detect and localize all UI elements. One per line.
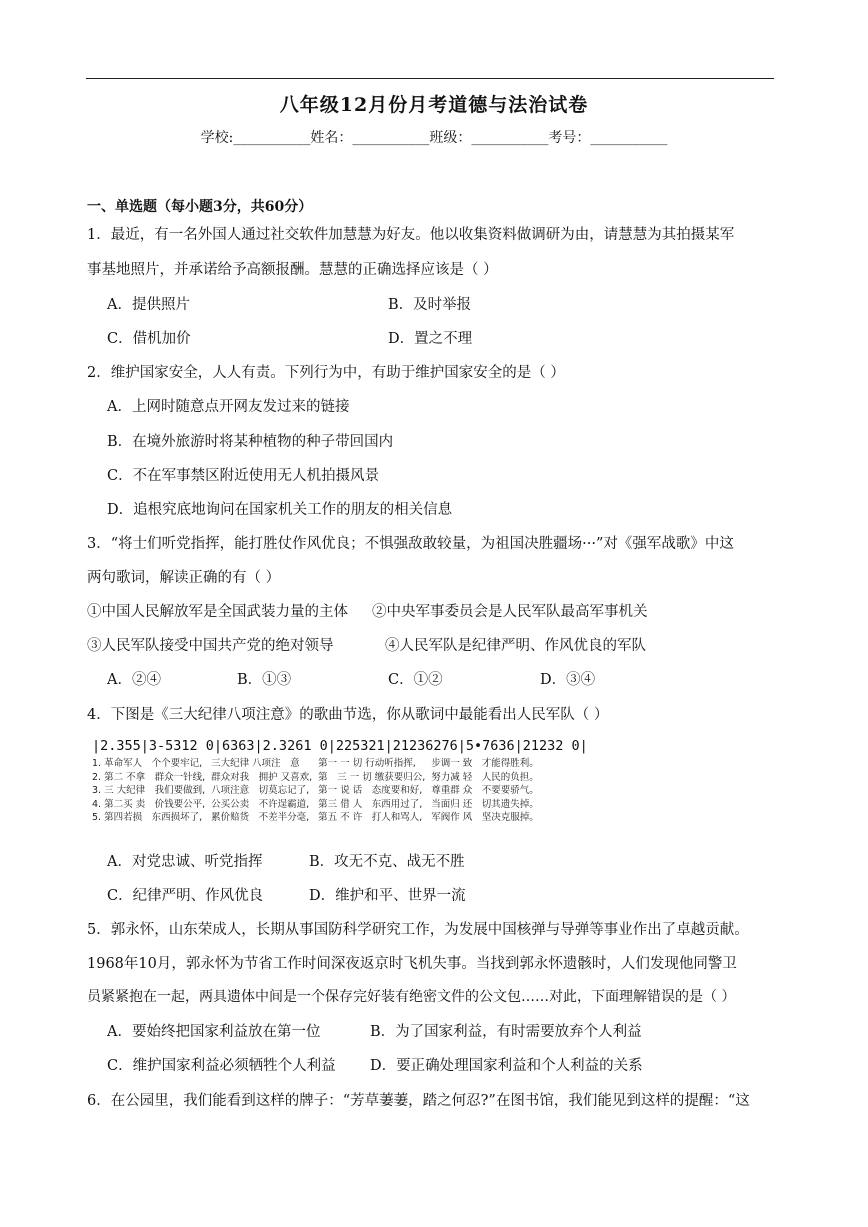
- lyrics-table: [92, 757, 545, 825]
- question-3-statement-3: ③人民军队接受中国共产党的绝对领导: [87, 638, 334, 654]
- question-3-statement-2: ②中央军事委员会是人民军队最高军事机关: [372, 604, 648, 620]
- lyric-cell: 累价赔货 不差半分毫,: [211, 812, 310, 823]
- lyrics-row: [92, 771, 545, 785]
- question-4-text: 4．下图是《三大纪律八项注意》的歌曲节选，你从歌词中最能看出人民军队（ ）: [87, 707, 609, 723]
- lyric-cell: 第五 不 许 打人和骂人,: [318, 812, 423, 823]
- lyric-cell: 1. 革命军人 个个要牢记,: [92, 758, 203, 769]
- score-numbers: |2.355|3-5312 0|6363|2.3261 0|225321|21236276|5•7636|21232 0|: [92, 738, 588, 754]
- question-1-text-line-2: 事基地照片，并承诺给予高额报酬。慧慧的正确选择应该是（ ）: [87, 262, 498, 278]
- lyric-cell: 5. 第四若损 东西损坏了,: [92, 812, 203, 823]
- exam-title: 八年级12月份月考道德与法治试卷: [279, 94, 589, 116]
- lyrics-row: [92, 757, 545, 771]
- question-1-option-b: B．及时举报: [388, 297, 472, 313]
- song-score-image: [92, 738, 692, 826]
- question-5-text-line-1: 5．郭永怀，山东荣成人，长期从事国防科学研究工作，为发展中国核弹与导弹等事业作出了卓越贡献。: [87, 922, 749, 938]
- question-3-option-c: C．①②: [388, 672, 443, 688]
- header-rule: [86, 78, 774, 79]
- lyric-cell: 第一 一 切 行动听指挥,: [318, 758, 416, 769]
- question-5-option-b: B．为了国家利益，有时需要放弃个人利益: [370, 1024, 642, 1040]
- lyric-cell: 三大纪律 八项注 意: [211, 758, 300, 769]
- lyric-cell: 军阀作 风 坚决克服掉。: [431, 812, 539, 823]
- lyric-cell: 第一 说 话 态度要和好,: [318, 785, 423, 796]
- lyric-cell: 尊重群 众 不要要骄气。: [431, 785, 539, 796]
- lyric-cell: 努力减 轻 人民的负担。: [431, 771, 539, 783]
- question-3-option-b: B．①③: [237, 672, 292, 688]
- question-1-text-line-1: 1．最近，有一名外国人通过社交软件加慧慧为好友。他以收集资料做调研为由，请慧慧为其拍摄某军: [87, 227, 735, 243]
- lyrics-row: [92, 811, 545, 825]
- question-3-text-line-1: 3．“将士们听党指挥，能打胜仗作风优良；不惧强敌敢较量，为祖国决胜疆场···”对《强军战歌》中这: [87, 536, 734, 552]
- question-2-option-d: D．追根究底地询问在国家机关工作的朋友的相关信息: [107, 502, 453, 518]
- question-1-option-d: D．置之不理: [388, 331, 473, 347]
- question-6-text-line-1: 6．在公园里，我们能看到这样的牌子：“芳草萋萋，踏之何忍?”在图书馆，我们能见到这样的提醒：“这: [87, 1093, 750, 1109]
- lyrics-row: [92, 798, 545, 812]
- lyric-cell: 第 三 一 切 缴获要归公,: [318, 771, 426, 783]
- question-2-option-a: A．上网时随意点开网友发过来的链接: [107, 399, 350, 415]
- question-3-text-line-2: 两句歌词，解读正确的有（ ）: [87, 570, 281, 586]
- lyric-cell: 群众对我 拥护 又喜欢,: [211, 771, 313, 783]
- lyric-cell: 步调一 致 才能得胜利。: [431, 758, 539, 769]
- question-5-option-a: A．要始终把国家利益放在第一位: [107, 1024, 321, 1040]
- lyric-cell: 第三 借 人 东西用过了,: [318, 798, 423, 810]
- lyrics-row: [92, 784, 545, 798]
- lyric-cell: 当面归 还 切其遗失掉。: [431, 798, 539, 810]
- lyric-cell: 2. 第二 不拿 群众一针线,: [92, 771, 206, 783]
- question-3-statement-1: ①中国人民解放军是全国武装力量的主体: [87, 604, 348, 620]
- lyric-cell: 3. 三 大纪律 我们要做到,: [92, 785, 206, 796]
- question-1-option-a: A．提供照片: [107, 297, 190, 313]
- question-3-option-d: D．③④: [540, 672, 596, 688]
- question-2-option-b: B．在境外旅游时将某种植物的种子带回国内: [107, 434, 394, 450]
- question-3-statement-4: ④人民军队是纪律严明、作风优良的军队: [385, 638, 646, 654]
- question-3-option-a: A．②④: [107, 672, 161, 688]
- question-4-option-b: B．攻无不克、战无不胜: [309, 854, 465, 870]
- question-2-text: 2．维护国家安全，人人有责。下列行为中，有助于维护国家安全的是（ ）: [87, 365, 565, 381]
- lyric-cell: 八项注意 切莫忘记了,: [211, 785, 310, 796]
- question-2-option-c: C．不在军事禁区附近使用无人机拍摄风景: [107, 468, 380, 484]
- lyric-cell: 4. 第二买 卖 价钱要公平,: [92, 798, 206, 810]
- question-4-option-c: C．纪律严明、作风优良: [107, 888, 264, 904]
- question-5-text-line-2: 1968年10月，郭永怀为节省工作时间深夜返京时飞机失事。当找到郭永怀遗骸时，人们发现他同警卫: [87, 956, 737, 972]
- question-5-option-c: C．维护国家利益必须牺牲个人利益: [107, 1058, 336, 1074]
- student-info-line: 学校:___________姓名：___________班级：___________考号：___________: [200, 130, 668, 146]
- question-1-option-c: C．借机加价: [107, 331, 191, 347]
- question-5-option-d: D．要正确处理国家利益和个人利益的关系: [370, 1058, 643, 1074]
- section-heading: 一、单选题（每小题3分，共60分）: [87, 199, 313, 215]
- question-4-option-d: D．维护和平、世界一流: [309, 888, 466, 904]
- lyric-cell: 公买公卖 不许逞霸道,: [211, 798, 310, 810]
- question-5-text-line-3: 员紧紧抱在一起，两具遗体中间是一个保存完好装有绝密文件的公文包……对此，下面理解错误的是（ ）: [87, 989, 736, 1005]
- question-4-option-a: A．对党忠诚、听党指挥: [107, 854, 263, 870]
